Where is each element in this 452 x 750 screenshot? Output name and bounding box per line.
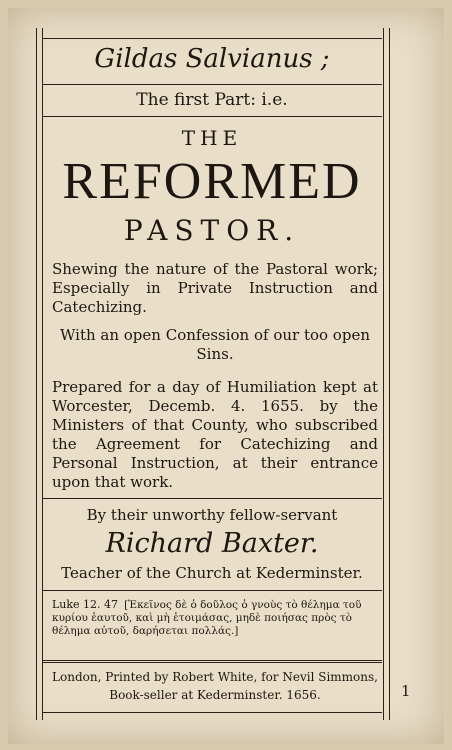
main-title-reformed: REFORMED — [62, 153, 362, 210]
margin-mark: 1 — [401, 682, 411, 700]
confession-paragraph: With an open Confession of our too open Sins. — [60, 326, 370, 363]
top-rule — [42, 38, 382, 39]
epigraph — [52, 598, 378, 638]
the-label: THE — [181, 126, 243, 150]
bottom-rule — [42, 712, 382, 713]
rule-under-title — [42, 84, 382, 85]
running-title: Gildas Salvianus ; — [94, 44, 330, 74]
main-title-pastor: PASTOR. — [123, 214, 301, 247]
epigraph-reference: Luke 12. 47 — [52, 598, 119, 611]
author-role: Teacher of the Church at Kederminster. — [61, 564, 363, 582]
author-name: Richard Baxter. — [105, 528, 319, 559]
rule-under-part — [42, 116, 382, 117]
by-line: By their unworthy fellow-servant — [86, 506, 338, 524]
rule-above-imprint — [42, 660, 382, 663]
imprint-line-2: Book-seller at Kederminster. 1656. — [109, 688, 321, 702]
epigraph-greek: [Ἐκεῖνος δὲ ὁ δοῦλος ὁ γνοὺς τὸ θέλημα τοῦ κυρίου ἑαυτοῦ, καὶ μὴ ἑτοιμάσας, μηδὲ ποιήσας πρὸς τὸ θέλημα αὐτοῦ, δαρήσεται πολλάς.] — [52, 599, 362, 637]
rule-above-epigraph — [42, 590, 382, 591]
rule-above-author — [42, 498, 382, 499]
part-label: The first Part: i.e. — [136, 90, 288, 110]
imprint-line-1: London, Printed by Robert White, for Nevil Simmons, — [52, 670, 378, 684]
title-page — [8, 8, 444, 744]
description-paragraph: Shewing the nature of the Pastoral work; Especially in Private Instruction and Catechizing. — [52, 260, 378, 316]
prepared-paragraph: Prepared for a day of Humiliation kept at Worcester, Decemb. 4. 1655. by the Ministers of that County, who subscribed the Agreement for Catechizing and Personal Instruction, at their entrance upon that work. — [52, 378, 378, 491]
